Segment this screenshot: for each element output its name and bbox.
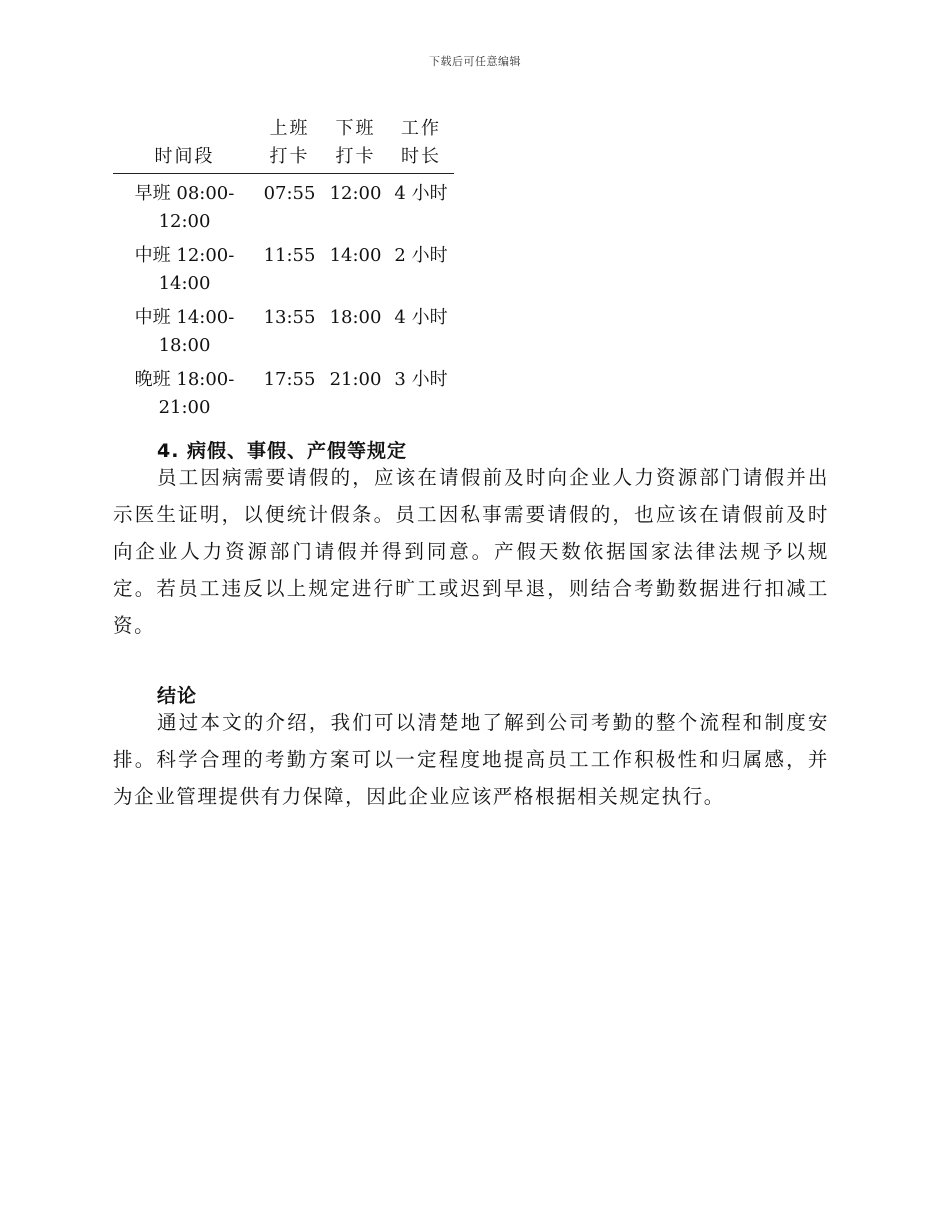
table-row: [113, 298, 454, 360]
conclusion-heading: 结论: [157, 685, 198, 707]
cell-duration: 3 小时: [394, 369, 448, 390]
shift-schedule-table: [113, 115, 454, 422]
header-note: 下载后可任意编辑: [429, 55, 521, 68]
cell-period: 早班 08:00-12:00: [134, 183, 235, 232]
cell-period: 中班 14:00-18:00: [134, 307, 235, 356]
cell-clock-out: 14:00: [329, 245, 382, 266]
cell-duration: 4 小时: [394, 307, 448, 328]
cell-clock-in: 17:55: [263, 369, 316, 390]
cell-clock-out: 21:00: [329, 369, 382, 390]
cell-clock-in: 07:55: [263, 183, 316, 204]
table-header-row: [113, 115, 454, 174]
table-row: [113, 174, 454, 237]
conclusion-body: 通过本文的介绍，我们可以清楚地了解到公司考勤的整个流程和制度安排。科学合理的考勤方案可以一定程度地提高员工工作积极性和归属感，并为企业管理提供有力保障，因此企业应该严格根据相关规定执行。: [113, 711, 829, 808]
header-period: 时间段: [113, 115, 256, 174]
cell-clock-in: 11:55: [263, 245, 316, 266]
cell-clock-in: 13:55: [263, 307, 316, 328]
cell-period: 晚班 18:00-21:00: [134, 369, 235, 418]
leave-section-body: 员工因病需要请假的，应该在请假前及时向企业人力资源部门请假并出示医生证明，以便统计假条。员工因私事需要请假的，也应该在请假前及时向企业人力资源部门请假并得到同意。产假天数依据国家法律法规予以规定。若员工违反以上规定进行旷工或迟到早退，则结合考勤数据进行扣减工资。: [113, 466, 829, 637]
cell-period: 中班 12:00-14:00: [134, 245, 235, 294]
leave-section-heading: 4. 病假、事假、产假等规定: [157, 440, 408, 462]
cell-duration: 4 小时: [394, 183, 448, 204]
table-row: [113, 360, 454, 422]
header-duration: 工作时长: [388, 115, 454, 174]
cell-clock-out: 18:00: [329, 307, 382, 328]
cell-duration: 2 小时: [394, 245, 448, 266]
header-clock-in: 上班打卡: [256, 115, 323, 174]
table-row: [113, 236, 454, 298]
header-clock-out: 下班打卡: [323, 115, 388, 174]
cell-clock-out: 12:00: [329, 183, 382, 204]
